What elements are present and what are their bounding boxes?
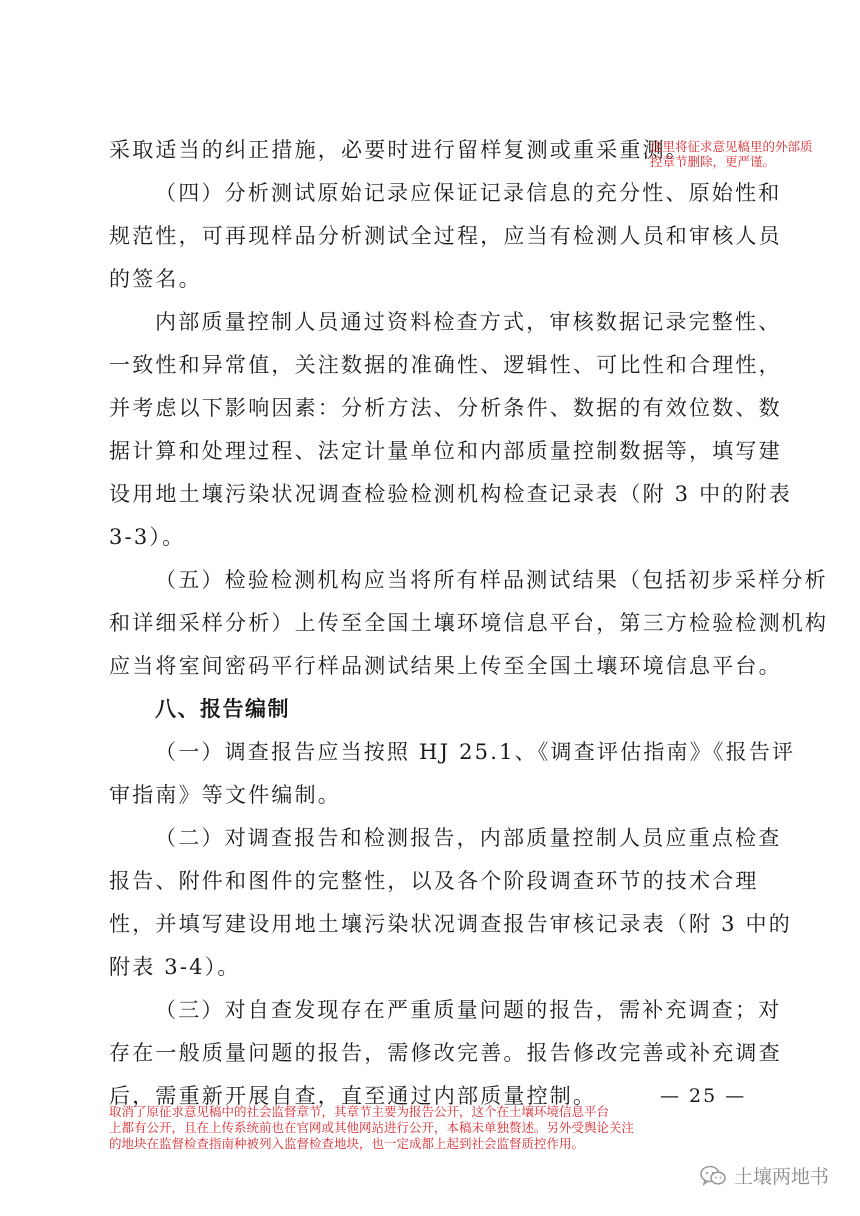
page-number: — 25 — [660, 1085, 747, 1107]
footer-annotation [109, 1104, 844, 1152]
body-line: 性，并填写建设用地土壤污染状况调查报告审核记录表（附 3 中的 [109, 912, 792, 936]
body-line: 附表 3-4）。 [109, 955, 241, 979]
body-line: 应当将室间密码平行样品测试结果上传至全国土壤环境信息平台。 [109, 654, 782, 678]
margin-annotation [650, 139, 813, 169]
body-line: 规范性，可再现样品分析测试全过程，应当有检测人员和审核人员 [109, 224, 782, 248]
wechat-icon [700, 1165, 726, 1187]
body-line: 一致性和异常值，关注数据的准确性、逻辑性、可比性和合理性， [109, 353, 782, 377]
annotation-line: 控章节删除，更严谨。 [650, 154, 776, 169]
body-line: 据计算和处理过程、法定计量单位和内部质量控制数据等，填写建 [109, 439, 782, 463]
annotation-line: 取消了原征求意见稿中的社会监督章节，其章节主要为报告公开，这个在土壤环境信息平台 [109, 1104, 610, 1119]
body-line: （二）对调查报告和检测报告，内部质量控制人员应重点检查 [155, 826, 782, 850]
body-line: （四）分析测试原始记录应保证记录信息的充分性、原始性和 [155, 181, 782, 205]
body-line: 的签名。 [109, 267, 202, 291]
watermark [700, 1162, 829, 1189]
annotation-line: 这里将征求意见稿里的外部质 [650, 139, 813, 154]
body-line: 3-3）。 [109, 525, 186, 549]
body-line: 并考虑以下影响因素：分析方法、分析条件、数据的有效位数、数 [109, 396, 782, 420]
body-line: 采取适当的纠正措施，必要时进行留样复测或重采重测。 [109, 138, 689, 162]
body-line: 存在一般质量问题的报告，需修改完善。报告修改完善或补充调查 [109, 1041, 782, 1065]
body-line: 报告、附件和图件的完整性，以及各个阶段调查环节的技术合理 [109, 869, 759, 893]
annotation-line: 上都有公开，且在上传系统前也在官网或其他网站进行公开，本稿未单独赘述。另外受舆论关注 [109, 1120, 635, 1135]
body-line: （五）检验检测机构应当将所有样品测试结果（包括初步采样分析 [155, 568, 828, 592]
annotation-line: 的地块在监督检查指南种被列入监督检查地块，也一定成都上起到社会监督质控作用。 [109, 1136, 585, 1151]
body-line: 设用地土壤污染状况调查检验检测机构检查记录表（附 3 中的附表 [109, 482, 792, 506]
body-line: 和详细采样分析）上传至全国土壤环境信息平台，第三方检验检测机构 [109, 611, 829, 635]
body-line: 内部质量控制人员通过资料检查方式，审核数据记录完整性、 [155, 310, 782, 334]
body-line: （三）对自查发现存在严重质量问题的报告，需补充调查；对 [155, 998, 782, 1022]
body-line: 审指南》等文件编制。 [109, 783, 341, 807]
watermark-text: 土壤两地书 [734, 1166, 830, 1188]
section-heading: 八、报告编制 [155, 697, 290, 721]
body-line: 后，需重新开展自查，直至通过内部质量控制。 [109, 1084, 597, 1108]
body-line: （一）调查报告应当按照 HJ 25.1、《调查评估指南》《报告评 [155, 740, 796, 764]
